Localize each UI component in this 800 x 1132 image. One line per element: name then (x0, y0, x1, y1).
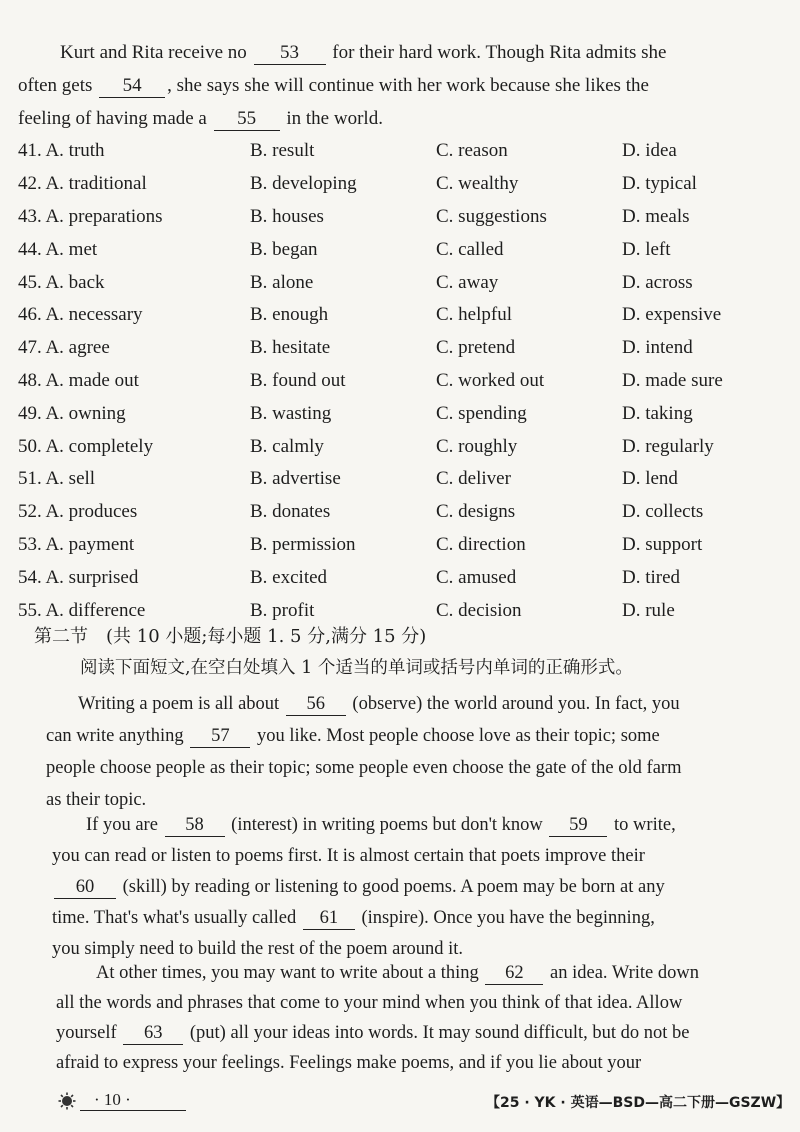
option-a: 48. A. made out (18, 369, 139, 391)
passage-line: people choose people as their topic; some people even choose the gate of the old farm (46, 758, 682, 778)
text: time. That's what's usually called (52, 908, 297, 928)
option-a: 41. A. truth (18, 140, 105, 162)
option-a: 47. A. agree (18, 337, 110, 359)
option-c: C. direction (436, 533, 526, 555)
option-d: D. collects (622, 501, 704, 523)
option-c: C. away (436, 271, 499, 293)
option-b: B. wasting (250, 402, 332, 424)
option-a: 54. A. surprised (18, 566, 139, 588)
passage-line (18, 102, 788, 135)
option-row (18, 135, 788, 168)
option-b: B. found out (250, 369, 346, 391)
text: feeling of having made a (18, 108, 207, 129)
passage-line: you can read or listen to poems first. It is almost certain that poets improve their (52, 846, 645, 866)
passage-line (56, 958, 786, 988)
option-a: 53. A. payment (18, 533, 135, 555)
option-c: C. helpful (436, 304, 512, 326)
option-b: B. enough (250, 304, 329, 326)
option-c: C. worked out (436, 369, 545, 391)
blank-53: 53 (254, 42, 326, 65)
text: to write, (614, 815, 676, 835)
option-row (18, 299, 788, 332)
option-a: 46. A. necessary (18, 304, 143, 326)
option-row (18, 233, 788, 266)
passage-line (18, 69, 788, 102)
passage-line (52, 810, 786, 841)
option-d: D. across (622, 271, 693, 293)
blank-54: 54 (99, 75, 165, 98)
text: If you are (86, 815, 158, 835)
text: often gets (18, 75, 93, 96)
option-b: B. hesitate (250, 337, 331, 359)
option-d: D. idea (622, 140, 677, 162)
option-d: D. intend (622, 337, 693, 359)
option-a: 55. A. difference (18, 599, 146, 621)
blank-58: 58 (165, 814, 225, 837)
text: (interest) in writing poems but don't know (231, 815, 543, 835)
option-a: 43. A. preparations (18, 205, 163, 227)
text: At other times, you may want to write about a thing (96, 963, 479, 983)
option-row (18, 168, 788, 201)
option-b: B. profit (250, 599, 315, 621)
option-d: D. tired (622, 566, 681, 588)
text: Kurt and Rita receive no (60, 42, 247, 63)
option-a: 52. A. produces (18, 501, 138, 523)
text: Writing a poem is all about (78, 694, 280, 714)
option-a: 42. A. traditional (18, 173, 147, 195)
option-a: 45. A. back (18, 271, 105, 293)
text: , she says she will continue with her work because she likes the (167, 75, 649, 96)
option-c: C. decision (436, 599, 522, 621)
option-b: B. advertise (250, 468, 341, 490)
blank-63: 63 (123, 1022, 183, 1045)
option-b: B. calmly (250, 435, 324, 457)
text: (put) all your ideas into words. It may sound difficult, but do not be (189, 1023, 690, 1043)
passage-line: as their topic. (46, 790, 147, 810)
option-d: D. taking (622, 402, 693, 424)
option-c: C. reason (436, 140, 508, 162)
passage-continuation (18, 36, 788, 135)
text: yourself (56, 1023, 117, 1043)
option-d: D. typical (622, 173, 697, 195)
option-a: 49. A. owning (18, 402, 126, 424)
passage-line: you simply need to build the rest of the poem around it. (52, 939, 464, 959)
blank-56: 56 (286, 693, 346, 716)
option-b: B. permission (250, 533, 356, 555)
passage-line: all the words and phrases that come to your mind when you think of that idea. Allow (56, 993, 683, 1013)
blank-55: 55 (214, 108, 280, 131)
paragraph-2 (52, 810, 786, 965)
option-c: C. roughly (436, 435, 518, 457)
option-c: C. suggestions (436, 205, 547, 227)
passage-line: afraid to express your feelings. Feelings make poems, and if you lie about your (56, 1053, 642, 1073)
text: you like. Most people choose love as their topic; some (256, 726, 660, 746)
page-footer (0, 1088, 800, 1128)
page-number: · 10 · (80, 1090, 186, 1111)
option-d: D. regularly (622, 435, 714, 457)
passage-line (46, 688, 786, 720)
blank-61: 61 (303, 907, 355, 930)
option-c: C. amused (436, 566, 517, 588)
option-d: D. lend (622, 468, 678, 490)
exam-code: 【25 · YK · 英语—BSD—高二下册—GSZW】 (486, 1095, 791, 1111)
option-b: B. began (250, 238, 318, 260)
option-row (18, 561, 788, 594)
option-row (18, 463, 788, 496)
blank-62: 62 (485, 962, 543, 985)
paragraph-3 (56, 958, 786, 1078)
passage-line (18, 36, 788, 69)
blank-59: 59 (549, 814, 607, 837)
option-d: D. made sure (622, 369, 723, 391)
option-c: C. wealthy (436, 173, 519, 195)
option-d: D. left (622, 238, 671, 260)
option-a: 50. A. completely (18, 435, 154, 457)
option-row (18, 397, 788, 430)
passage-line (52, 903, 786, 934)
text: (observe) the world around you. In fact, you (352, 694, 680, 714)
text: (skill) by reading or listening to good poems. A poem may be born at any (122, 877, 665, 897)
section-instruction: 阅读下面短文,在空白处填入 1 个适当的单词或括号内单词的正确形式。 (80, 658, 633, 678)
option-b: B. developing (250, 173, 357, 195)
option-c: C. designs (436, 501, 516, 523)
option-c: C. spending (436, 402, 527, 424)
passage-line (56, 1018, 786, 1048)
option-d: D. support (622, 533, 703, 555)
option-row (18, 266, 788, 299)
option-row (18, 332, 788, 365)
passage-line (52, 872, 786, 903)
option-row (18, 430, 788, 463)
option-b: B. alone (250, 271, 314, 293)
blank-60: 60 (54, 876, 116, 899)
option-b: B. result (250, 140, 315, 162)
option-b: B. houses (250, 205, 324, 227)
option-row (18, 201, 788, 234)
paragraph-1 (46, 688, 786, 816)
option-row (18, 529, 788, 562)
text: for their hard work. Though Rita admits she (332, 42, 667, 63)
text: an idea. Write down (550, 963, 699, 983)
option-a: 51. A. sell (18, 468, 96, 490)
option-c: C. called (436, 238, 504, 260)
option-d: D. meals (622, 205, 690, 227)
text: can write anything (46, 726, 184, 746)
passage-line (46, 720, 786, 752)
option-row (18, 365, 788, 398)
option-b: B. donates (250, 501, 331, 523)
answer-options (18, 135, 788, 627)
option-c: C. deliver (436, 468, 511, 490)
text: in the world. (286, 108, 383, 129)
blank-57: 57 (190, 725, 250, 748)
option-d: D. rule (622, 599, 675, 621)
option-c: C. pretend (436, 337, 516, 359)
text: (inspire). Once you have the beginning, (361, 908, 655, 928)
option-b: B. excited (250, 566, 328, 588)
option-a: 44. A. met (18, 238, 98, 260)
option-d: D. expensive (622, 304, 722, 326)
publisher-logo-icon (58, 1092, 76, 1110)
section-title: 第二节 (共 10 小题;每小题 1. 5 分,满分 15 分) (34, 626, 427, 647)
option-row (18, 496, 788, 529)
